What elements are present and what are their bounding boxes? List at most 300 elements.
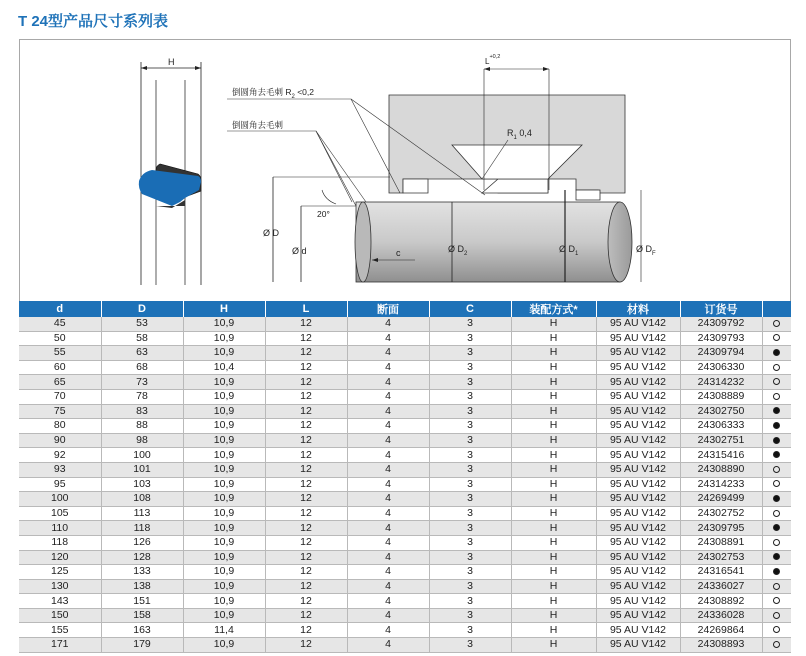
cell-col-order-no: 24302751 — [680, 433, 762, 448]
cell-col-section: 4 — [347, 550, 429, 565]
open-circle-icon — [773, 597, 780, 604]
cell-col-install: H — [511, 317, 596, 331]
cell-col-c: 3 — [429, 448, 511, 463]
page-title: T 24型产品尺寸系列表 — [18, 13, 169, 30]
cell-col-d: 125 — [19, 565, 101, 580]
cell-col-c: 3 — [429, 521, 511, 536]
cell-col-h: 10,9 — [183, 608, 265, 623]
cell-col-outer-d: 100 — [101, 448, 183, 463]
cell-col-l: 12 — [265, 360, 347, 375]
cell-col-c: 3 — [429, 638, 511, 653]
cell-col-l: 12 — [265, 623, 347, 638]
cell-col-outer-d: 78 — [101, 389, 183, 404]
filled-circle-icon — [773, 451, 780, 458]
cell-col-d: 70 — [19, 389, 101, 404]
cell-col-install: H — [511, 565, 596, 580]
cell-col-c: 3 — [429, 608, 511, 623]
header-col-l: L — [265, 301, 347, 317]
cell-col-material: 95 AU V142 — [596, 331, 680, 346]
cell-col-h: 10,9 — [183, 638, 265, 653]
cell-col-section: 4 — [347, 375, 429, 390]
cell-col-l: 12 — [265, 638, 347, 653]
table-header-row — [19, 301, 791, 317]
cell-col-material: 95 AU V142 — [596, 419, 680, 434]
stock-indicator-cell — [762, 331, 791, 346]
cell-col-h: 10,9 — [183, 594, 265, 609]
cell-col-order-no: 24302750 — [680, 404, 762, 419]
stock-indicator-cell — [762, 579, 791, 594]
cell-col-c: 3 — [429, 360, 511, 375]
cell-col-l: 12 — [265, 477, 347, 492]
cell-col-l: 12 — [265, 506, 347, 521]
cell-col-h: 10,9 — [183, 419, 265, 434]
cell-col-d: 50 — [19, 331, 101, 346]
cell-col-d: 75 — [19, 404, 101, 419]
open-circle-icon — [773, 626, 780, 633]
cell-col-outer-d: 88 — [101, 419, 183, 434]
deburr-label: 倒圆角去毛刺 — [232, 120, 284, 130]
cell-col-outer-d: 113 — [101, 506, 183, 521]
cell-col-d: 143 — [19, 594, 101, 609]
table-row — [19, 535, 791, 550]
cell-col-d: 171 — [19, 638, 101, 653]
table-row — [19, 331, 791, 346]
cell-col-section: 4 — [347, 638, 429, 653]
seal-lip-blue — [139, 170, 201, 206]
cell-col-h: 11,4 — [183, 623, 265, 638]
cell-col-outer-d: 108 — [101, 492, 183, 507]
cell-col-install: H — [511, 331, 596, 346]
dim-d1-label: Ø $D_1$ — [559, 244, 579, 257]
cell-col-l: 12 — [265, 331, 347, 346]
table-row — [19, 594, 791, 609]
cell-col-l: 12 — [265, 448, 347, 463]
header-col-section: 断面 — [347, 301, 429, 317]
cell-col-material: 95 AU V142 — [596, 492, 680, 507]
cell-col-section: 4 — [347, 506, 429, 521]
dim-d2-label: Ø $D_2$ — [448, 244, 468, 257]
cell-col-l: 12 — [265, 579, 347, 594]
cell-col-install: H — [511, 389, 596, 404]
table-row — [19, 565, 791, 580]
cell-col-install: H — [511, 608, 596, 623]
cell-col-install: H — [511, 346, 596, 361]
cell-col-outer-d: 98 — [101, 433, 183, 448]
cell-col-h: 10,9 — [183, 448, 265, 463]
cell-col-material: 95 AU V142 — [596, 375, 680, 390]
dim-h-label: H — [168, 57, 175, 67]
cell-col-install: H — [511, 448, 596, 463]
cell-col-d: 150 — [19, 608, 101, 623]
stock-indicator-cell — [762, 404, 791, 419]
cell-col-outer-d: 118 — [101, 521, 183, 536]
table-row — [19, 579, 791, 594]
cell-col-h: 10,9 — [183, 346, 265, 361]
cell-col-material: 95 AU V142 — [596, 433, 680, 448]
cell-col-outer-d: 138 — [101, 579, 183, 594]
cell-col-install: H — [511, 375, 596, 390]
stock-indicator-cell — [762, 506, 791, 521]
technical-drawing — [19, 39, 791, 301]
cell-col-c: 3 — [429, 623, 511, 638]
table-body — [19, 317, 791, 652]
cell-col-l: 12 — [265, 433, 347, 448]
table-row — [19, 521, 791, 536]
cell-col-order-no: 24314233 — [680, 477, 762, 492]
cell-col-install: H — [511, 623, 596, 638]
cell-col-outer-d: 63 — [101, 346, 183, 361]
open-circle-icon — [773, 480, 780, 487]
cell-col-order-no: 24308892 — [680, 594, 762, 609]
cell-col-material: 95 AU V142 — [596, 550, 680, 565]
cell-col-c: 3 — [429, 331, 511, 346]
cell-col-c: 3 — [429, 462, 511, 477]
cell-col-c: 3 — [429, 550, 511, 565]
cell-col-d: 90 — [19, 433, 101, 448]
cell-col-h: 10,9 — [183, 404, 265, 419]
header-col-d: d — [19, 301, 101, 317]
cell-col-d: 130 — [19, 579, 101, 594]
installation-view — [227, 54, 656, 282]
cell-col-l: 12 — [265, 550, 347, 565]
cell-col-order-no: 24336028 — [680, 608, 762, 623]
cell-col-order-no: 24314232 — [680, 375, 762, 390]
cell-col-section: 4 — [347, 317, 429, 331]
stock-indicator-cell — [762, 389, 791, 404]
cell-col-install: H — [511, 462, 596, 477]
cell-col-material: 95 AU V142 — [596, 521, 680, 536]
cell-col-c: 3 — [429, 346, 511, 361]
open-circle-icon — [773, 510, 780, 517]
stock-indicator-cell — [762, 550, 791, 565]
open-circle-icon — [773, 466, 780, 473]
cell-col-material: 95 AU V142 — [596, 594, 680, 609]
table-row — [19, 433, 791, 448]
cell-col-l: 12 — [265, 404, 347, 419]
spec-table — [19, 301, 791, 653]
table-row — [19, 638, 791, 653]
cell-col-order-no: 24306333 — [680, 419, 762, 434]
cell-col-material: 95 AU V142 — [596, 477, 680, 492]
cell-col-l: 12 — [265, 608, 347, 623]
cell-col-l: 12 — [265, 346, 347, 361]
cell-col-material: 95 AU V142 — [596, 579, 680, 594]
cell-col-outer-d: 103 — [101, 477, 183, 492]
header-col-h: H — [183, 301, 265, 317]
table-row — [19, 389, 791, 404]
cell-col-c: 3 — [429, 492, 511, 507]
radius-r1-label: $R_1$ 0,4 — [507, 128, 532, 141]
cell-col-outer-d: 58 — [101, 331, 183, 346]
cell-col-c: 3 — [429, 535, 511, 550]
header-col-install: 装配方式* — [511, 301, 596, 317]
cell-col-outer-d: 83 — [101, 404, 183, 419]
table-row — [19, 462, 791, 477]
cell-col-c: 3 — [429, 594, 511, 609]
cell-col-l: 12 — [265, 375, 347, 390]
cell-col-material: 95 AU V142 — [596, 565, 680, 580]
stock-indicator-cell — [762, 477, 791, 492]
cell-col-order-no: 24308891 — [680, 535, 762, 550]
cell-col-material: 95 AU V142 — [596, 608, 680, 623]
header-col-stock — [762, 301, 791, 317]
filled-circle-icon — [773, 524, 780, 531]
cell-col-outer-d: 158 — [101, 608, 183, 623]
cell-col-material: 95 AU V142 — [596, 638, 680, 653]
cell-col-material: 95 AU V142 — [596, 404, 680, 419]
cell-col-order-no: 24309795 — [680, 521, 762, 536]
cell-col-h: 10,9 — [183, 535, 265, 550]
cell-col-outer-d: 73 — [101, 375, 183, 390]
cell-col-h: 10,9 — [183, 550, 265, 565]
cell-col-section: 4 — [347, 389, 429, 404]
cell-col-section: 4 — [347, 346, 429, 361]
table-row — [19, 346, 791, 361]
cell-col-section: 4 — [347, 594, 429, 609]
cell-col-order-no: 24302752 — [680, 506, 762, 521]
cell-col-l: 12 — [265, 389, 347, 404]
table-row — [19, 419, 791, 434]
cell-col-h: 10,9 — [183, 389, 265, 404]
cell-col-section: 4 — [347, 462, 429, 477]
cell-col-install: H — [511, 506, 596, 521]
cell-col-d: 155 — [19, 623, 101, 638]
stock-indicator-cell — [762, 448, 791, 463]
cell-col-order-no: 24269499 — [680, 492, 762, 507]
cell-col-outer-d: 68 — [101, 360, 183, 375]
header-col-c: C — [429, 301, 511, 317]
filled-circle-icon — [773, 349, 780, 356]
cell-col-d: 92 — [19, 448, 101, 463]
cell-col-order-no: 24306330 — [680, 360, 762, 375]
table-row — [19, 550, 791, 565]
filled-circle-icon — [773, 407, 780, 414]
cell-col-section: 4 — [347, 448, 429, 463]
cell-col-section: 4 — [347, 535, 429, 550]
cell-col-section: 4 — [347, 419, 429, 434]
cell-col-material: 95 AU V142 — [596, 389, 680, 404]
angle-label: 20° — [317, 209, 330, 219]
stock-indicator-cell — [762, 360, 791, 375]
cell-col-material: 95 AU V142 — [596, 506, 680, 521]
stock-indicator-cell — [762, 565, 791, 580]
cell-col-order-no: 24309792 — [680, 317, 762, 331]
dim-c-label: c — [396, 248, 401, 258]
cell-col-c: 3 — [429, 433, 511, 448]
header-col-material: 材料 — [596, 301, 680, 317]
cell-col-material: 95 AU V142 — [596, 623, 680, 638]
cell-col-install: H — [511, 521, 596, 536]
cell-col-outer-d: 179 — [101, 638, 183, 653]
cell-col-l: 12 — [265, 492, 347, 507]
stock-indicator-cell — [762, 594, 791, 609]
stock-indicator-cell — [762, 346, 791, 361]
deburr-r2-label: 倒圆角去毛刺 $R_2 <0,2$ — [232, 87, 315, 100]
cell-col-l: 12 — [265, 535, 347, 550]
cell-col-d: 95 — [19, 477, 101, 492]
open-circle-icon — [773, 334, 780, 341]
cell-col-c: 3 — [429, 317, 511, 331]
cell-col-outer-d: 151 — [101, 594, 183, 609]
cell-col-outer-d: 53 — [101, 317, 183, 331]
cell-col-order-no: 24308890 — [680, 462, 762, 477]
cell-col-install: H — [511, 638, 596, 653]
dim-outer-d-label: Ø D — [263, 228, 280, 238]
cell-col-h: 10,9 — [183, 433, 265, 448]
stock-indicator-cell — [762, 375, 791, 390]
cell-col-section: 4 — [347, 433, 429, 448]
cell-col-h: 10,9 — [183, 521, 265, 536]
cell-col-order-no: 24302753 — [680, 550, 762, 565]
stock-indicator-cell — [762, 521, 791, 536]
cell-col-l: 12 — [265, 521, 347, 536]
stock-indicator-cell — [762, 623, 791, 638]
table-row — [19, 506, 791, 521]
cell-col-outer-d: 101 — [101, 462, 183, 477]
cell-col-material: 95 AU V142 — [596, 360, 680, 375]
cell-col-h: 10,9 — [183, 462, 265, 477]
cell-col-order-no: 24315416 — [680, 448, 762, 463]
cell-col-c: 3 — [429, 506, 511, 521]
table-row — [19, 360, 791, 375]
table-row — [19, 492, 791, 507]
open-circle-icon — [773, 393, 780, 400]
table-row — [19, 623, 791, 638]
cell-col-c: 3 — [429, 579, 511, 594]
cell-col-install: H — [511, 477, 596, 492]
cell-col-install: H — [511, 550, 596, 565]
header-col-order-no: 订货号 — [680, 301, 762, 317]
cell-col-section: 4 — [347, 404, 429, 419]
cell-col-h: 10,9 — [183, 317, 265, 331]
cell-col-l: 12 — [265, 565, 347, 580]
cell-col-order-no: 24309794 — [680, 346, 762, 361]
cell-col-outer-d: 163 — [101, 623, 183, 638]
cell-col-section: 4 — [347, 331, 429, 346]
table-row — [19, 404, 791, 419]
stock-indicator-cell — [762, 419, 791, 434]
cell-col-outer-d: 128 — [101, 550, 183, 565]
cell-col-section: 4 — [347, 623, 429, 638]
cell-col-h: 10,9 — [183, 375, 265, 390]
cell-col-l: 12 — [265, 462, 347, 477]
rod-cylinder — [356, 202, 620, 282]
cell-col-outer-d: 133 — [101, 565, 183, 580]
cell-col-c: 3 — [429, 375, 511, 390]
cell-col-order-no: 24336027 — [680, 579, 762, 594]
dim-df-label: Ø $D_F$ — [636, 244, 656, 257]
table-row — [19, 477, 791, 492]
table-row — [19, 375, 791, 390]
cell-col-section: 4 — [347, 565, 429, 580]
stock-indicator-cell — [762, 492, 791, 507]
table-row — [19, 608, 791, 623]
cell-col-d: 65 — [19, 375, 101, 390]
cell-col-install: H — [511, 433, 596, 448]
cell-col-h: 10,9 — [183, 565, 265, 580]
cell-col-h: 10,9 — [183, 579, 265, 594]
filled-circle-icon — [773, 437, 780, 444]
open-circle-icon — [773, 378, 780, 385]
stock-indicator-cell — [762, 535, 791, 550]
cell-col-d: 55 — [19, 346, 101, 361]
open-circle-icon — [773, 583, 780, 590]
cell-col-install: H — [511, 419, 596, 434]
cell-col-d: 93 — [19, 462, 101, 477]
cell-col-install: H — [511, 594, 596, 609]
cell-col-material: 95 AU V142 — [596, 448, 680, 463]
cell-col-material: 95 AU V142 — [596, 535, 680, 550]
cell-col-section: 4 — [347, 579, 429, 594]
cell-col-section: 4 — [347, 477, 429, 492]
cell-col-material: 95 AU V142 — [596, 346, 680, 361]
cell-col-h: 10,9 — [183, 492, 265, 507]
stock-indicator-cell — [762, 433, 791, 448]
cell-col-install: H — [511, 579, 596, 594]
stock-indicator-cell — [762, 608, 791, 623]
cell-col-section: 4 — [347, 521, 429, 536]
cell-col-order-no: 24269864 — [680, 623, 762, 638]
cell-col-material: 95 AU V142 — [596, 317, 680, 331]
cell-col-c: 3 — [429, 477, 511, 492]
header-col-outer-d: D — [101, 301, 183, 317]
cell-col-h: 10,4 — [183, 360, 265, 375]
cell-col-c: 3 — [429, 565, 511, 580]
stock-indicator-cell — [762, 638, 791, 653]
cell-col-section: 4 — [347, 492, 429, 507]
cell-col-h: 10,9 — [183, 506, 265, 521]
filled-circle-icon — [773, 495, 780, 502]
open-circle-icon — [773, 320, 780, 327]
cell-col-order-no: 24316541 — [680, 565, 762, 580]
cell-col-d: 45 — [19, 317, 101, 331]
cell-col-d: 118 — [19, 535, 101, 550]
table-row — [19, 317, 791, 331]
cell-col-h: 10,9 — [183, 331, 265, 346]
seal-profile-view — [139, 57, 201, 285]
cell-col-d: 110 — [19, 521, 101, 536]
open-circle-icon — [773, 539, 780, 546]
cell-col-install: H — [511, 492, 596, 507]
cell-col-material: 95 AU V142 — [596, 462, 680, 477]
cell-col-install: H — [511, 535, 596, 550]
cell-col-section: 4 — [347, 360, 429, 375]
filled-circle-icon — [773, 568, 780, 575]
cell-col-d: 100 — [19, 492, 101, 507]
cell-col-order-no: 24308889 — [680, 389, 762, 404]
stock-indicator-cell — [762, 462, 791, 477]
cell-col-c: 3 — [429, 404, 511, 419]
cell-col-c: 3 — [429, 389, 511, 404]
cell-col-install: H — [511, 404, 596, 419]
cell-col-c: 3 — [429, 419, 511, 434]
open-circle-icon — [773, 364, 780, 371]
table-row — [19, 448, 791, 463]
cell-col-d: 60 — [19, 360, 101, 375]
stock-indicator-cell — [762, 317, 791, 331]
cell-col-outer-d: 126 — [101, 535, 183, 550]
cell-col-d: 105 — [19, 506, 101, 521]
cell-col-l: 12 — [265, 419, 347, 434]
cell-col-section: 4 — [347, 608, 429, 623]
open-circle-icon — [773, 612, 780, 619]
cell-col-install: H — [511, 360, 596, 375]
cell-col-l: 12 — [265, 317, 347, 331]
filled-circle-icon — [773, 553, 780, 560]
open-circle-icon — [773, 641, 780, 648]
seal-drawing-svg — [20, 40, 792, 302]
filled-circle-icon — [773, 422, 780, 429]
